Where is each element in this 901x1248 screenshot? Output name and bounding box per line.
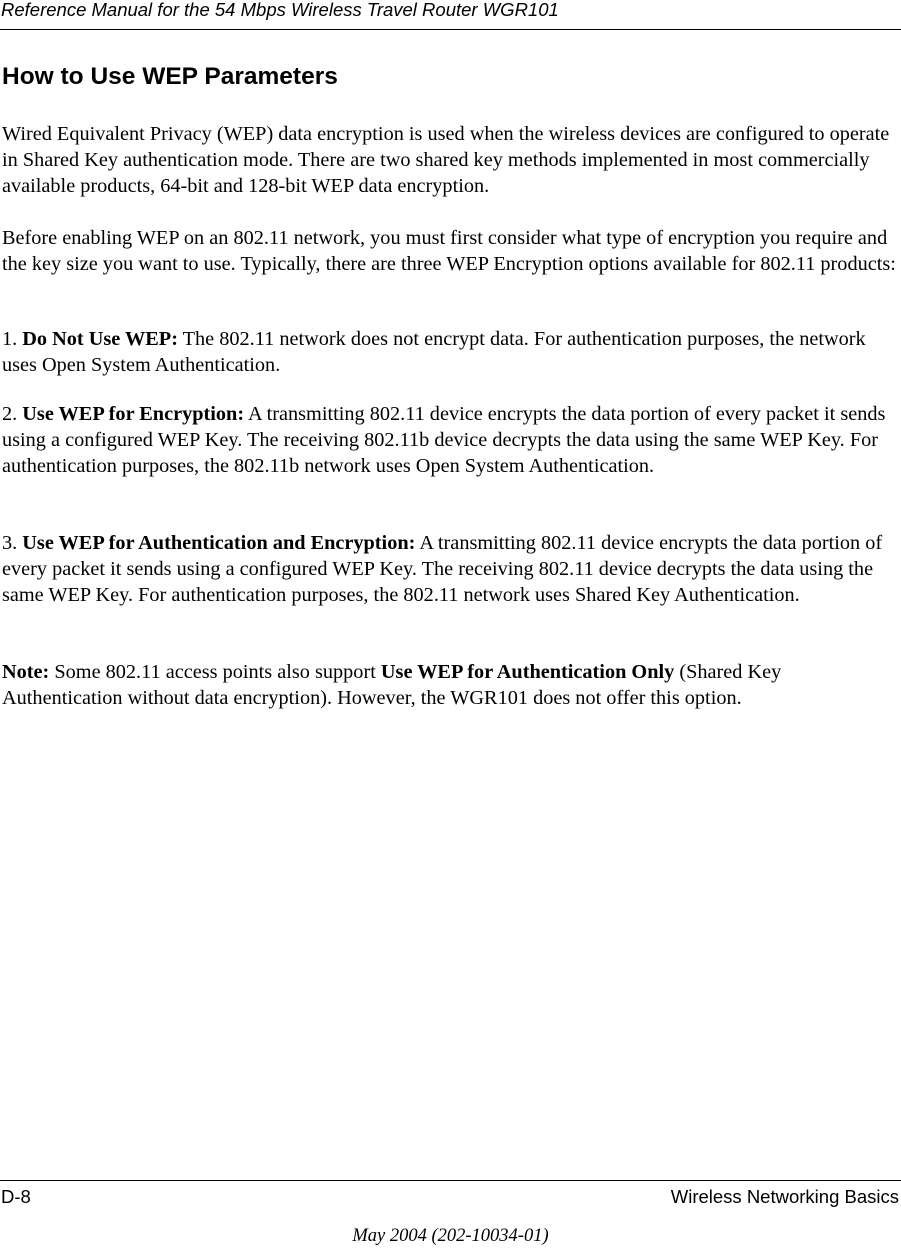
section-heading: How to Use WEP Parameters bbox=[2, 63, 338, 90]
chapter-title: Wireless Networking Basics bbox=[670, 1186, 899, 1207]
option-description: A transmitting 802.11 device encrypts the data portion of every packet it sends using a configured WEP Key. The receiving 802.11 device decrypts the data using the same WEP Key. For authentication purposes, the 802.11 network uses Shared Key Authentication. bbox=[2, 532, 883, 606]
note-text-continued: (Shared Key Authentication without data encryption). However, the WGR101 does not offer this option. bbox=[2, 661, 782, 709]
option-do-not-use-wep bbox=[2, 326, 900, 378]
intro-paragraph: Wired Equivalent Privacy (WEP) data encryption is used when the wireless devices are configured to operate in Shared Key authentication mode. There are two shared key methods implemented in most commercially available products, 64-bit and 128-bit WEP data encryption. bbox=[2, 123, 890, 197]
option-term: Do Not Use WEP: bbox=[22, 328, 178, 350]
manual-title: Reference Manual for the 54 Mbps Wireless Travel Router WGR101 bbox=[1, 0, 559, 20]
option-description: The 802.11 network does not encrypt data. For authentication purposes, the network uses Open System Authentication. bbox=[2, 328, 866, 376]
option-description: A transmitting 802.11 device encrypts the data portion of every packet it sends using a configured WEP Key. The receiving 802.11b device decrypts the data using the same WEP Key. For authentication purposes, the 802.11b network uses Open System Authentication. bbox=[2, 403, 886, 477]
note-emphasis: Use WEP for Authentication Only bbox=[380, 661, 675, 683]
page-number: D-8 bbox=[1, 1186, 31, 1207]
option-number: 1. bbox=[2, 328, 23, 350]
note-paragraph bbox=[2, 659, 900, 711]
option-number: 2. bbox=[2, 403, 23, 425]
before-enabling-paragraph: Before enabling WEP on an 802.11 network, you must first consider what type of encryption you require and the key size you want to use. Typically, there are three WEP Encryption options available for 802.11 products: bbox=[2, 227, 896, 275]
option-use-wep-for-encryption bbox=[2, 401, 900, 479]
option-term: Use WEP for Encryption: bbox=[22, 403, 245, 425]
option-number: 3. bbox=[2, 532, 23, 554]
note-text: Some 802.11 access points also support bbox=[49, 661, 381, 683]
publication-date: May 2004 (202-10034-01) bbox=[352, 1226, 549, 1246]
running-header bbox=[0, 0, 901, 30]
note-label: Note: bbox=[2, 661, 50, 683]
option-term: Use WEP for Authentication and Encryption: bbox=[22, 532, 416, 554]
option-use-wep-for-authentication-and-encryption bbox=[2, 530, 900, 608]
running-footer bbox=[0, 1180, 901, 1210]
